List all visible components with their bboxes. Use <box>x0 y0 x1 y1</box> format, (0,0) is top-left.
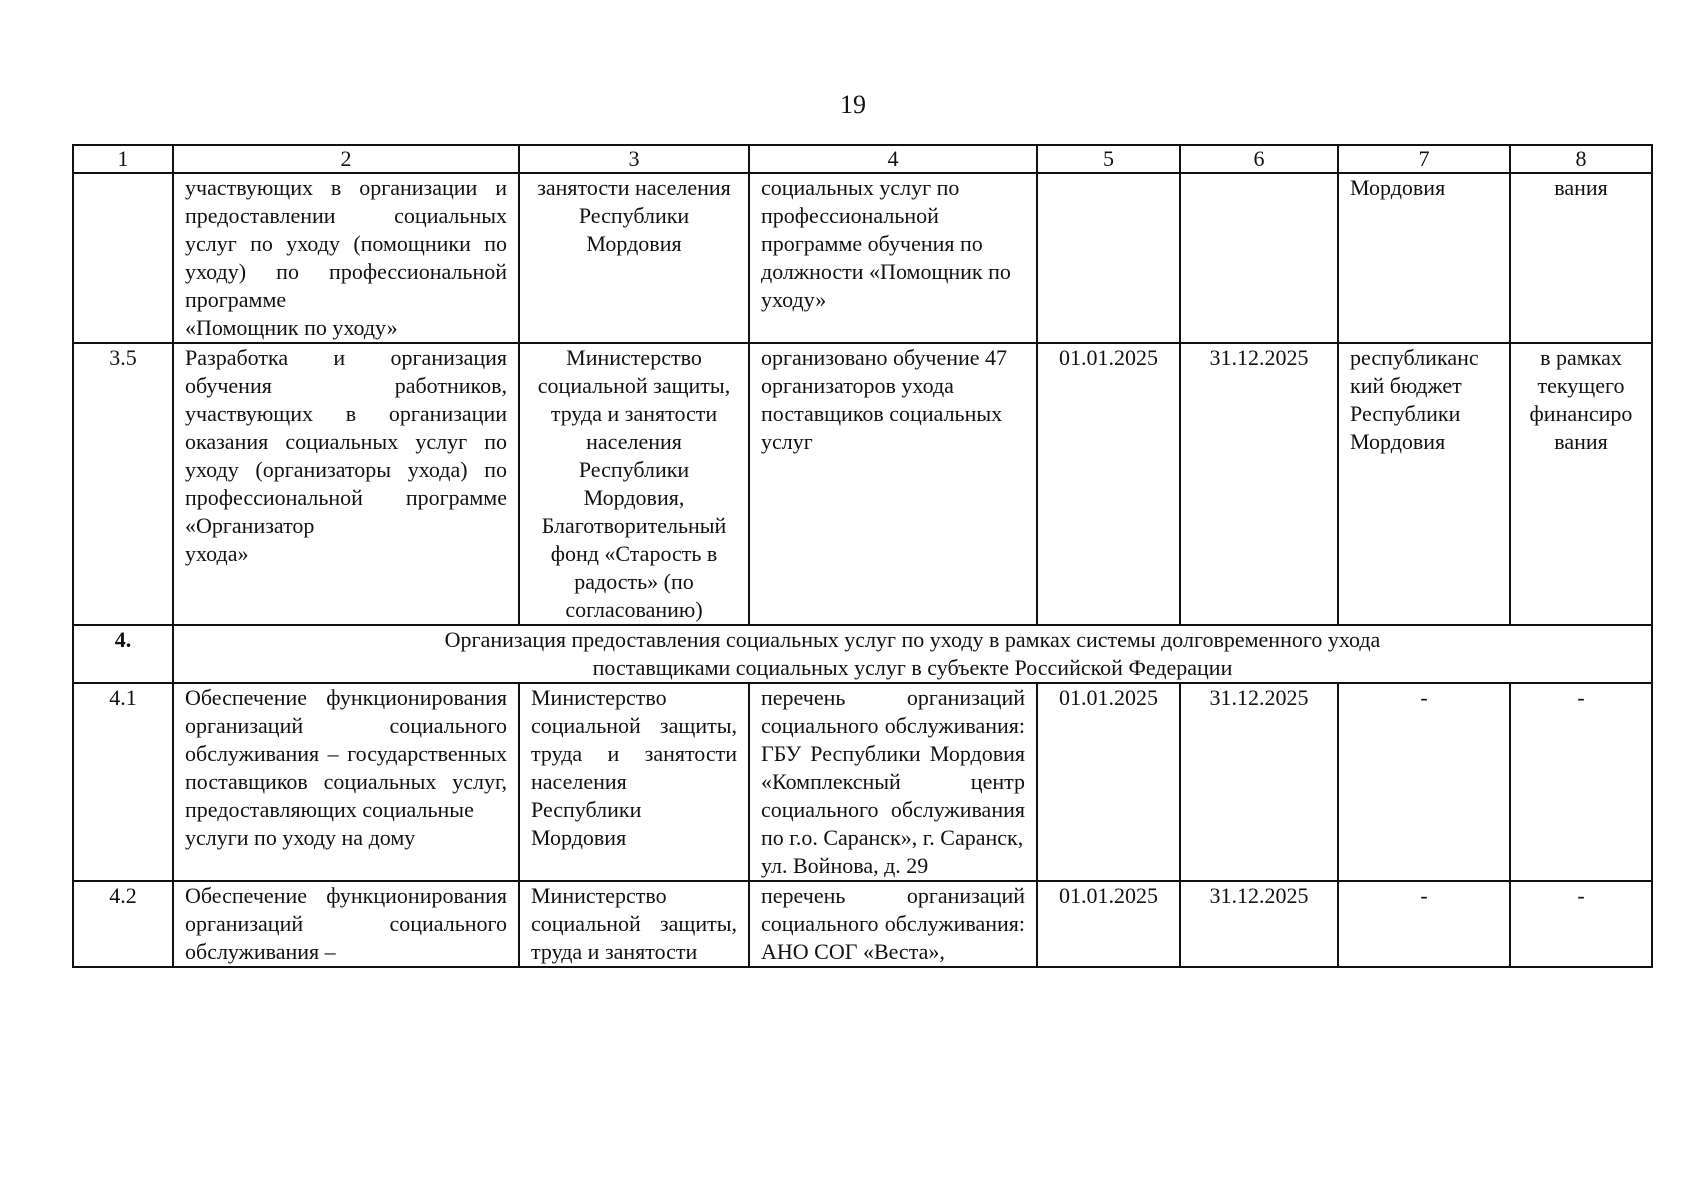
end-date-cell: 31.12.2025 <box>1180 343 1338 625</box>
responsible-cell: занятости населения Республики Мордовия <box>519 173 749 343</box>
result-cell: организовано обучение 47 организаторов ухода поставщиков социальных услуг <box>749 343 1037 625</box>
funding-source-cell: Мордовия <box>1338 173 1510 343</box>
measure-text: участвующих в организации и предоставлении социальных услуг по уходу (помощники по уходу) по профессиональной программе <box>185 175 507 312</box>
column-header: 1 <box>73 145 173 173</box>
measure-text-end: «Помощник по уходу» <box>185 315 398 340</box>
column-header: 5 <box>1037 145 1180 173</box>
column-header: 4 <box>749 145 1037 173</box>
result-text-end: ул. Войнова, д. 29 <box>761 853 929 878</box>
column-header: 2 <box>173 145 519 173</box>
result-text: перечень организаций социального обслуживания: ГБУ Республики Мордовия «Комплексный центр социального обслуживания по г.о. Саранск», г. Саранск, <box>761 685 1025 850</box>
row-number: 3.5 <box>73 343 173 625</box>
start-date-cell <box>1037 173 1180 343</box>
section-title <box>173 625 1652 683</box>
funding-source-cell: - <box>1338 881 1510 967</box>
funding-volume-cell: - <box>1510 881 1652 967</box>
start-date-cell: 01.01.2025 <box>1037 343 1180 625</box>
row-number <box>73 173 173 343</box>
section-title-line: поставщиками социальных услуг в субъекте Российской Федерации <box>592 655 1233 680</box>
result-cell <box>749 683 1037 881</box>
end-date-cell: 31.12.2025 <box>1180 683 1338 881</box>
column-number-row <box>73 145 1652 173</box>
column-header: 6 <box>1180 145 1338 173</box>
measure-text: Разработка и организация обучения работников, участвующих в организации оказания социальных услуг по уходу (организаторы ухода) по профессиональной программе «Организатор <box>185 345 507 538</box>
table-row <box>73 881 1652 967</box>
start-date-cell: 01.01.2025 <box>1037 683 1180 881</box>
responsible-cell: Министерство социальной защиты, труда и занятости <box>519 881 749 967</box>
end-date-cell <box>1180 173 1338 343</box>
section-row <box>73 625 1652 683</box>
section-number: 4. <box>73 625 173 683</box>
result-cell: социальных услуг по профессиональной программе обучения по должности «Помощник по уходу» <box>749 173 1037 343</box>
start-date-cell: 01.01.2025 <box>1037 881 1180 967</box>
measures-table <box>72 144 1653 968</box>
funding-source-cell: республиканс кий бюджет Республики Мордовия <box>1338 343 1510 625</box>
measure-cell <box>173 173 519 343</box>
result-cell: перечень организаций социального обслуживания: АНО СОГ «Веста», <box>749 881 1037 967</box>
column-header: 8 <box>1510 145 1652 173</box>
measure-cell <box>173 683 519 881</box>
column-header: 7 <box>1338 145 1510 173</box>
measure-cell <box>173 343 519 625</box>
funding-source-cell: - <box>1338 683 1510 881</box>
column-header: 3 <box>519 145 749 173</box>
measure-text: Обеспечение функционирования организаций социального обслуживания – государственных поставщиков социальных услуг, предоставляющих социальные <box>185 685 507 822</box>
responsible-cell <box>519 683 749 881</box>
table-row <box>73 173 1652 343</box>
measure-cell: Обеспечение функционирования организаций социального обслуживания – <box>173 881 519 967</box>
measure-text-end: услуги по уходу на дому <box>185 825 416 850</box>
measure-text-end: ухода» <box>185 541 249 566</box>
section-title-line: Организация предоставления социальных услуг по уходу в рамках системы долговременного ухода <box>444 627 1381 652</box>
funding-volume-cell: - <box>1510 683 1652 881</box>
funding-volume-cell: в рамках текущего финансиро вания <box>1510 343 1652 625</box>
row-number: 4.2 <box>73 881 173 967</box>
row-number: 4.1 <box>73 683 173 881</box>
responsible-cell: Министерство социальной защиты, труда и занятости населения Республики Мордовия, Благотворительный фонд «Старость в радость» (по согласованию) <box>519 343 749 625</box>
funding-volume-cell: вания <box>1510 173 1652 343</box>
table-row <box>73 343 1652 625</box>
end-date-cell: 31.12.2025 <box>1180 881 1338 967</box>
page-number: 19 <box>840 90 866 119</box>
table-row <box>73 683 1652 881</box>
responsible-text: Министерство социальной защиты, труда и занятости населения Республики <box>531 685 737 822</box>
responsible-text-end: Мордовия <box>531 825 627 850</box>
